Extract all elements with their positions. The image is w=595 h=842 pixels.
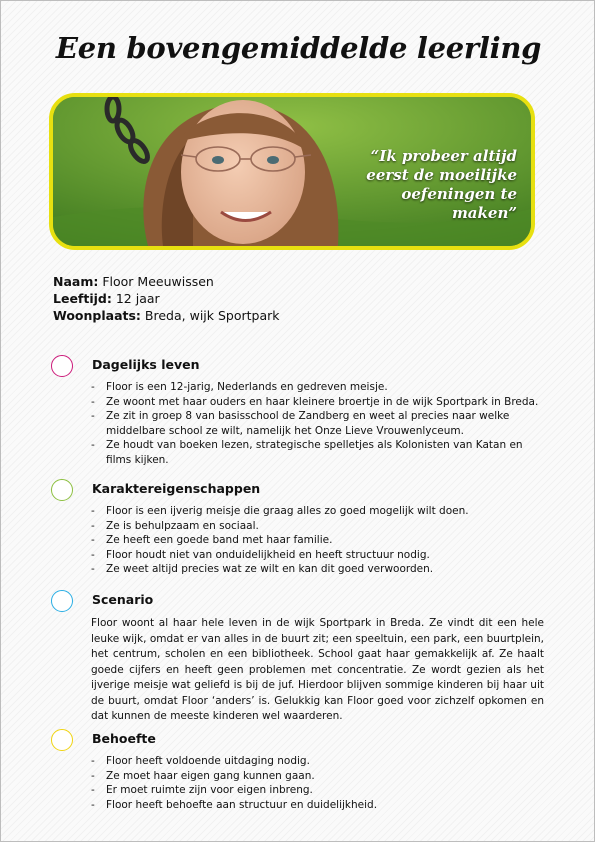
blue-circle-icon [51,590,73,612]
list-item: - Floor houdt niet van onduidelijkheid en heeft structuur nodig. [91,548,551,563]
yellow-circle-icon [51,729,73,751]
daily-life-list [91,380,551,468]
section-title: Behoefte [92,731,156,746]
traits-list [91,504,551,577]
residence-value: Breda, wijk Sportpark [144,308,280,323]
name-label: Naam: [53,274,99,289]
green-circle-icon [51,479,73,501]
list-item: - Ze woont met haar ouders en haar kleinere broertje in de wijk Sportpark in Breda. [91,395,551,410]
age-label: Leeftijd: [53,291,112,306]
residence-label: Woonplaats: [53,308,141,323]
list-item: - Ze heeft een goede band met haar familie. [91,533,551,548]
page-title: Een bovengemiddelde leerling [55,31,542,65]
scenario-text: Floor woont al haar hele leven in de wijk Sportpark in Breda. Ze vindt dit een hele leuke wijk, omdat er van alles in de buurt zit; een speeltuin, een park, een buurtplein, het centrum, scholen en een bibliotheek. School gaat haar gemakkelijk af. Ze haalt goede cijfers en heeft geen problemen met concentratie. Ze wordt gezien als het ijverige meisje wat geliefd is bij de juf. Hierdoor blijven sommige kinderen bij haar uit de buurt, omdat Floor ‘anders’ is. Gelukkig kan Floor goed voor zichzelf opkomen en dat kunnen de meeste kinderen wel waarderen. [91,617,544,722]
list-item: - Floor is een 12-jarig, Nederlands en gedreven meisje. [91,380,551,395]
list-item: - Ze is behulpzaam en sociaal. [91,519,551,534]
list-item: - Ze moet haar eigen gang kunnen gaan. [91,769,551,784]
age-value: 12 jaar [115,291,160,306]
magenta-circle-icon [51,355,73,377]
list-item: - Floor heeft voldoende uitdaging nodig. [91,754,551,769]
list-item: - Er moet ruimte zijn voor eigen inbreng. [91,783,551,798]
needs-list [91,754,551,812]
list-item: - Ze weet altijd precies wat ze wilt en kan dit goed verwoorden. [91,562,551,577]
info-age [53,290,280,307]
list-item: - Ze houdt van boeken lezen, strategische spelletjes als Kolonisten van Katan en films kijken. [91,438,551,467]
banner [49,93,535,250]
section-title: Dagelijks leven [92,357,200,372]
list-item: - Ze zit in groep 8 van basisschool de Zandberg en weet al precies naar welke middelbare school ze wilt, namelijk het Onze Lieve Vrouwenlyceum. [91,409,551,438]
list-item: - Floor is een ijverig meisje die graag alles zo goed mogelijk wilt doen. [91,504,551,519]
banner-quote: “Ik probeer altijd eerst de moeilijke oefeningen te maken” [366,147,517,222]
section-title: Scenario [92,592,154,607]
persona-info [53,273,280,324]
name-value: Floor Meeuwissen [102,274,214,289]
section-title: Karaktereigenschappen [92,481,261,496]
info-name [53,273,280,290]
info-residence [53,307,280,324]
list-item: - Floor heeft behoefte aan structuur en duidelijkheid. [91,798,551,813]
